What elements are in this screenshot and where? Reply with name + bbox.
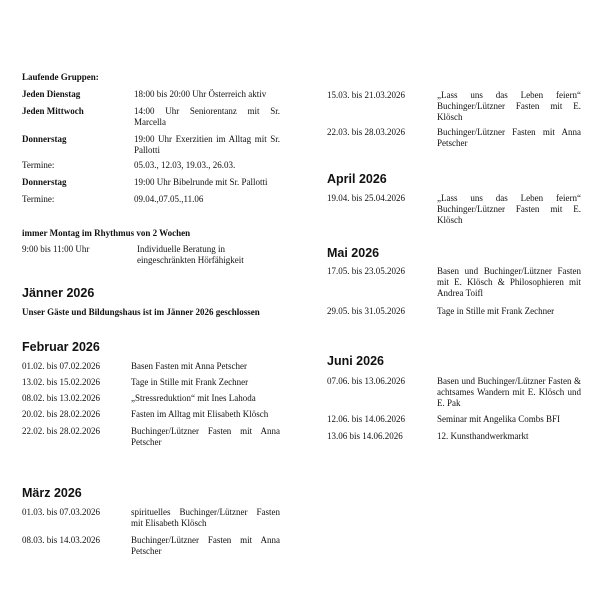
event-text: Fasten im Alltag mit Elisabeth Klösch bbox=[131, 409, 269, 419]
event-date: 22.03. bis 28.03.2026 bbox=[327, 127, 406, 137]
event-date: 13.02. bis 15.02.2026 bbox=[22, 377, 101, 387]
montag-title: immer Montag im Rhythmus von 2 Wochen bbox=[22, 228, 191, 238]
event-date: 08.02. bis 13.02.2026 bbox=[22, 393, 101, 403]
event-text: Buchinger/Lützner Fasten mit Anna Petscher bbox=[131, 535, 280, 556]
event-text: Basen Fasten mit Anna Petscher bbox=[131, 361, 247, 371]
event-date: 19.04. bis 25.04.2026 bbox=[327, 193, 406, 203]
event-text: Basen und Buchinger/Lützner Fasten mit E. Klösch & Philosophieren mit Andrea Toifl bbox=[437, 266, 581, 298]
group-text: 18:00 bis 20:00 Uhr Österreich aktiv bbox=[134, 89, 267, 99]
group-text: 05.03., 12.03, 19.03., 26.03. bbox=[134, 160, 236, 170]
group-text: 14:00 Uhr Seniorentanz mit Sr. Marcella bbox=[134, 106, 280, 127]
event-date: 12.06. bis 14.06.2026 bbox=[327, 414, 406, 424]
event-text: Basen und Buchinger/Lützner Fasten & achtsames Wandern mit E. Klösch und E. Pak bbox=[437, 376, 581, 408]
event-date: 20.02. bis 28.02.2026 bbox=[22, 409, 101, 419]
event-date: 01.02. bis 07.02.2026 bbox=[22, 361, 101, 371]
group-day: Termine: bbox=[22, 160, 55, 170]
group-day: Donnerstag bbox=[22, 177, 67, 187]
group-day: Termine: bbox=[22, 194, 55, 204]
event-date: 07.06. bis 13.06.2026 bbox=[327, 376, 406, 386]
heading-februar: Februar 2026 bbox=[22, 340, 100, 354]
event-text: Buchinger/Lützner Fasten mit Anna Petscher bbox=[131, 426, 280, 447]
group-text: 09.04.,07.05.,11.06 bbox=[134, 194, 204, 204]
event-text: 12. Kunsthandwerkmarkt bbox=[437, 431, 529, 441]
heading-juni: Juni 2026 bbox=[327, 354, 384, 368]
event-date: 01.03. bis 07.03.2026 bbox=[22, 507, 101, 517]
event-date: 08.03. bis 14.03.2026 bbox=[22, 535, 101, 545]
heading-jaenner: Jänner 2026 bbox=[22, 286, 95, 300]
event-text: Buchinger/Lützner Fasten mit Anna Petscher bbox=[437, 127, 581, 148]
group-text: 19:00 Uhr Exerzitien im Alltag mit Sr. Pallotti bbox=[134, 134, 280, 155]
group-day: Jeden Dienstag bbox=[22, 89, 81, 99]
event-text: „Stressreduktion“ mit Ines Lahoda bbox=[131, 393, 256, 403]
event-date: 22.02. bis 28.02.2026 bbox=[22, 426, 101, 436]
group-text: 19:00 Uhr Bibelrunde mit Sr. Pallotti bbox=[134, 177, 268, 187]
group-day: Jeden Mittwoch bbox=[22, 106, 84, 116]
event-date: 29.05. bis 31.05.2026 bbox=[327, 306, 406, 316]
event-text: „Lass uns das Leben feiern“ Buchinger/Lützner Fasten mit E. Klösch bbox=[437, 90, 581, 122]
event-text: spirituelles Buchinger/Lützner Fasten mit Elisabeth Klösch bbox=[131, 507, 280, 528]
jaenner-note: Unser Gäste und Bildungshaus ist im Jänner 2026 geschlossen bbox=[22, 307, 260, 317]
montag-time: 9:00 bis 11:00 Uhr bbox=[22, 244, 90, 254]
event-date: 13.06 bis 14.06.2026 bbox=[327, 431, 403, 441]
laufende-title: Laufende Gruppen: bbox=[22, 72, 99, 82]
event-text: Seminar mit Angelika Combs BFI bbox=[437, 414, 560, 424]
heading-maerz: März 2026 bbox=[22, 486, 82, 500]
event-date: 15.03. bis 21.03.2026 bbox=[327, 90, 406, 100]
event-text: „Lass uns das Leben feiern“ Buchinger/Lützner Fasten mit E. Klösch bbox=[437, 193, 581, 225]
event-date: 17.05. bis 23.05.2026 bbox=[327, 266, 406, 276]
heading-april: April 2026 bbox=[327, 172, 387, 186]
montag-text: Individuelle Beratung in eingeschränkten Hörfähigkeit bbox=[137, 244, 244, 265]
heading-mai: Mai 2026 bbox=[327, 246, 380, 260]
event-text: Tage in Stille mit Frank Zechner bbox=[437, 306, 555, 316]
event-text: Tage in Stille mit Frank Zechner bbox=[131, 377, 249, 387]
group-day: Donnerstag bbox=[22, 134, 67, 144]
